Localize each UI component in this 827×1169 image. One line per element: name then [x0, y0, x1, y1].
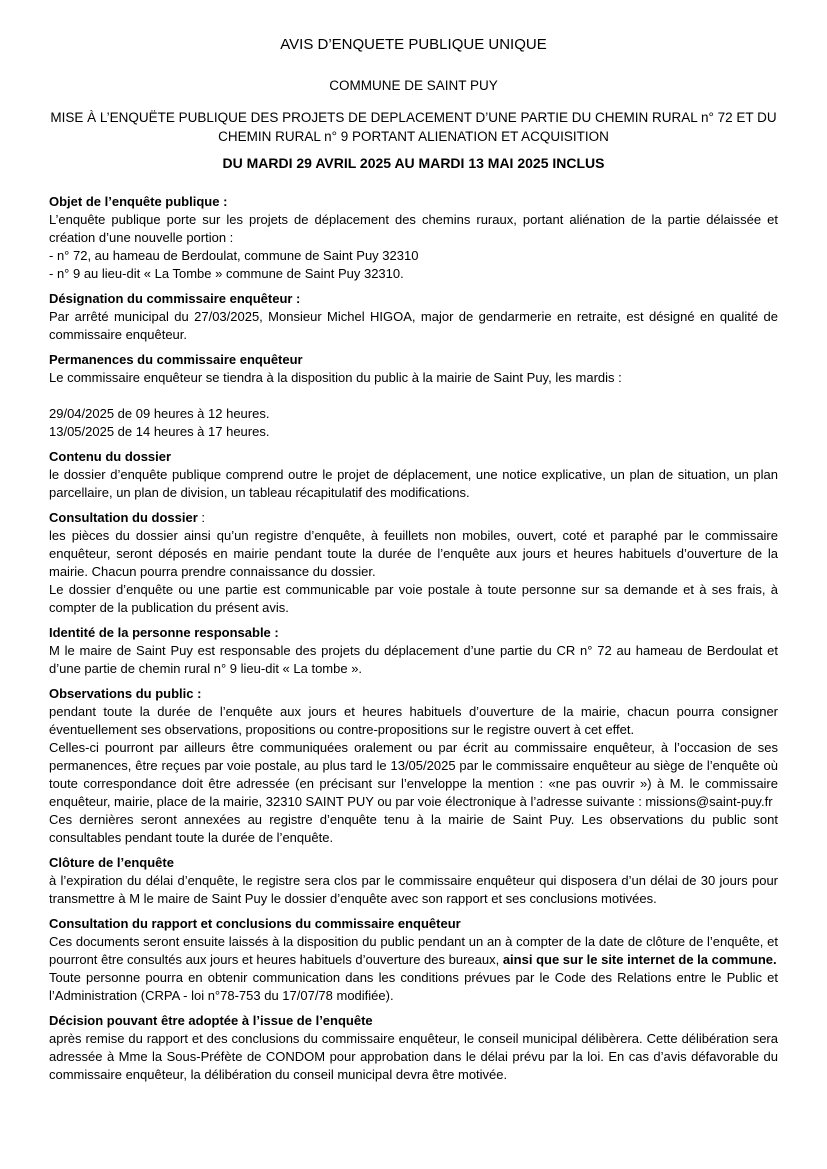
section-contenu-dossier [49, 448, 778, 502]
section-consultation-rapport [49, 915, 778, 1005]
section-cloture-enquete [49, 854, 778, 908]
section-paragraph: M le maire de Saint Puy est responsable des projets du déplacement d’une partie du CR n° 72 au hameau de Berdoulat et d’une partie de chemin rural n° 9 lieu-dit « La tombe ». [49, 643, 778, 676]
section-heading: Clôture de l’enquête [49, 855, 174, 870]
section-heading: Contenu du dossier [49, 449, 172, 464]
section-heading: Objet de l’enquête publique : [49, 194, 228, 209]
commune-name: COMMUNE DE SAINT PUY [329, 78, 498, 93]
section-paragraph: Par arrêté municipal du 27/03/2025, Monsieur Michel HIGOA, major de gendarmerie en retraite, est désigné en qualité de commissaire enquêteur. [49, 309, 778, 342]
section-heading: Consultation du dossier : [49, 510, 206, 525]
section-paragraph: Celles-ci pourront par ailleurs être communiquées oralement ou par écrit au commissaire enquêteur, à l’occasion de ses permanences, être reçues par voie postale, au plus tard le 13/05/2025 par le commissaire enquêteur au siège de l’enquête où toute correspondance doit être adressée (en précisant sur l’enveloppe la mention : «ne pas ouvrir ») à M. le commissaire enquêteur, mairie, place de la mairie, 32310 SAINT PUY ou par voie électronique à l’adresse suivante : missions@saint-puy.fr [49, 740, 778, 809]
section-paragraph: - n° 72, au hameau de Berdoulat, commune de Saint Puy 32310 [49, 248, 419, 263]
section-paragraph: Toute personne pourra en obtenir communication dans les conditions prévues par le Code des Relations entre le Public et l’Administration (CRPA - loi n°78-753 du 17/07/78 modifiée). [49, 970, 778, 1003]
section-objet [49, 193, 778, 283]
sections-container [49, 193, 778, 1084]
section-paragraph: à l’expiration du délai d’enquête, le registre sera clos par le commissaire enquêteur qui disposera d’un délai de 30 jours pour transmettre à M le maire de Saint Puy le dossier d’enquête avec son rapport et ses conclusions motivées. [49, 873, 778, 906]
section-paragraph: les pièces du dossier ainsi qu’un registre d’enquête, à feuillets non mobiles, ouvert, coté et paraphé par le commissaire enquêteur, seront déposés en mairie pendant toute la durée de l’enquête aux jours et heures habituels d’ouverture de la mairie. Chacun pourra prendre connaissance du dossier. [49, 528, 778, 579]
section-permanences [49, 351, 778, 441]
document-title: AVIS D’ENQUETE PUBLIQUE UNIQUE [280, 36, 547, 53]
section-heading: Identité de la personne responsable : [49, 625, 279, 640]
section-paragraph: Le commissaire enquêteur se tiendra à la disposition du public à la mairie de Saint Puy, les mardis : [49, 370, 622, 385]
section-paragraph: L’enquête publique porte sur les projets de déplacement des chemins ruraux, portant aliénation de la partie délaissée et création d’une nouvelle portion : [49, 212, 778, 245]
section-designation-commissaire [49, 290, 778, 344]
section-heading: Consultation du rapport et conclusions du commissaire enquêteur [49, 916, 461, 931]
section-identite-responsable [49, 624, 778, 678]
inquiry-date-range: DU MARDI 29 AVRIL 2025 AU MARDI 13 MAI 2025 INCLUS [222, 155, 605, 171]
section-observations-public [49, 685, 778, 847]
section-consultation-dossier [49, 509, 778, 617]
section-paragraph: après remise du rapport et des conclusions du commissaire enquêteur, le conseil municipal délibèrera. Cette délibération sera adressée à Mme la Sous-Préfète de CONDOM pour approbation dans le délai prévu par la loi. En cas d’avis défavorable du commissaire enquêteur, la délibération du conseil municipal devra être motivée. [49, 1031, 778, 1082]
section-decision-issue-enquete [49, 1012, 778, 1084]
section-paragraph: 13/05/2025 de 14 heures à 17 heures. [49, 424, 270, 439]
section-paragraph: pendant toute la durée de l’enquête aux jours et heures habituels d’ouverture de la mairie, chacun pourra consigner éventuellement ses observations, propositions ou contre-propositions sur le registre ouvert à cet effet. [49, 704, 778, 737]
section-paragraph: Ces documents seront ensuite laissés à la disposition du public pendant un an à compter de la date de clôture de l’enquête, et pourront être consultés aux jours et heures habituels d’ouverture des bureaux, ainsi que sur le site internet de la commune. [49, 934, 778, 967]
section-heading: Décision pouvant être adoptée à l’issue de l’enquête [49, 1013, 373, 1028]
section-heading: Permanences du commissaire enquêteur [49, 352, 303, 367]
section-paragraph: Le dossier d’enquête ou une partie est communicable par voie postale à toute personne sur sa demande et à ses frais, à compter de la publication du présent avis. [49, 582, 778, 615]
section-heading: Observations du public : [49, 686, 202, 701]
section-paragraph: le dossier d’enquête publique comprend outre le projet de déplacement, une notice explicative, un plan de situation, un plan parcellaire, un plan de division, un tableau récapitulatif des modifications. [49, 467, 778, 500]
section-paragraph: 29/04/2025 de 09 heures à 12 heures. [49, 406, 270, 421]
section-paragraph: - n° 9 au lieu-dit « La Tombe » commune de Saint Puy 32310. [49, 266, 404, 281]
section-paragraph: Ces dernières seront annexées au registre d’enquête tenu à la mairie de Saint Puy. Les observations du public sont consultables pendant toute la durée de l’enquête. [49, 812, 778, 845]
inquiry-subject: MISE À L’ENQUËTE PUBLIQUE DES PROJETS DE DEPLACEMENT D’UNE PARTIE DU CHEMIN RURAL n° 72 ET DU CHEMIN RURAL n° 9 PORTANT ALIENATION ET ACQUISITION [50, 110, 777, 144]
section-heading: Désignation du commissaire enquêteur : [49, 291, 301, 306]
